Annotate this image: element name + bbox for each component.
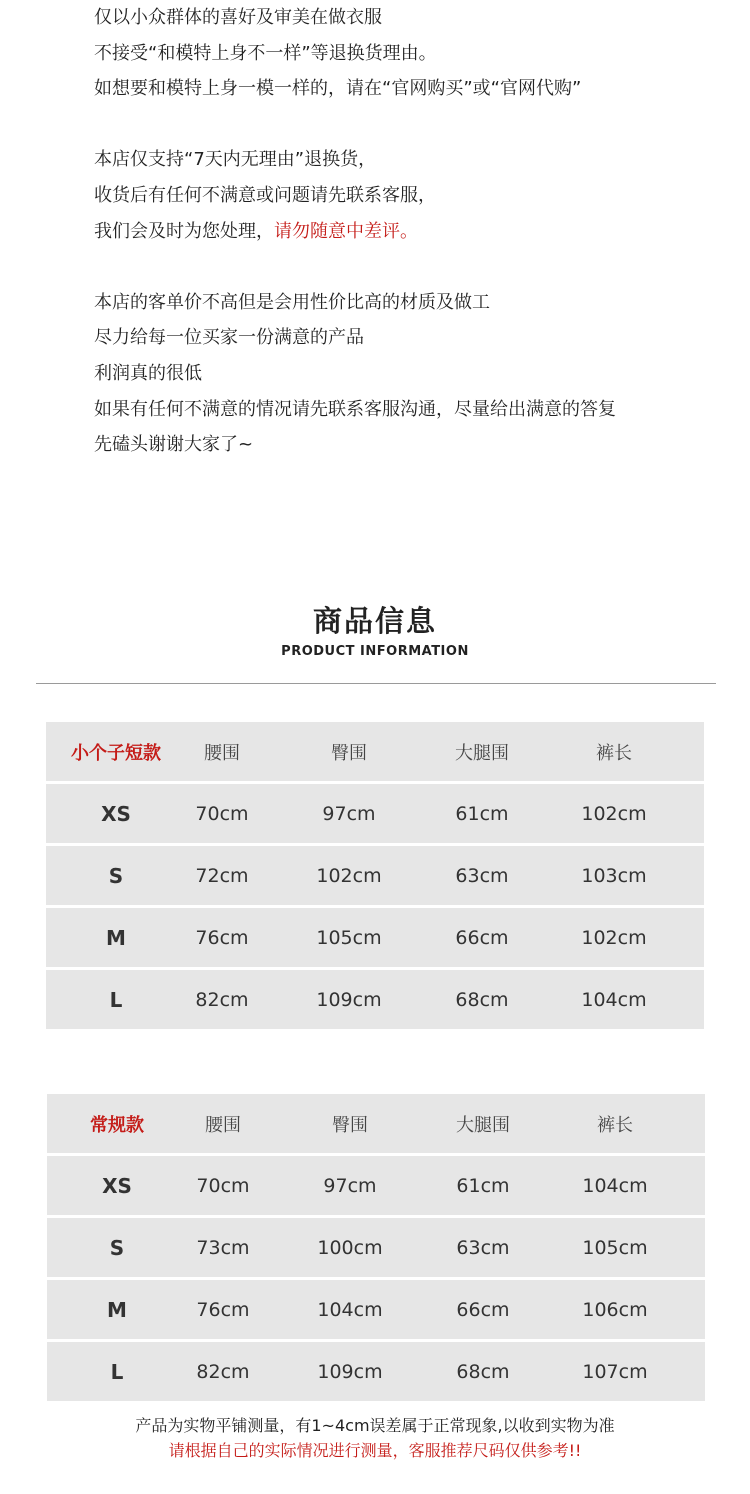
section-title-en: PRODUCT INFORMATION [281,644,469,659]
table-cell: 97cm [322,802,376,825]
table-cell: 70cm [195,802,249,825]
size-label: XS [101,801,131,826]
table-cell: 66cm [455,926,509,949]
table-cell: 61cm [455,802,509,825]
table-cell: 97cm [323,1174,377,1197]
section-divider [36,683,716,684]
note-line: 收货后有任何不满意或问题请先联系客服， [94,184,436,206]
table-header-cell: 腰围 [205,1114,241,1136]
footnote-line-2: 请根据自己的实际情况进行测量，客服推荐尺码仅供参考!! [168,1441,582,1460]
table-cell: 109cm [317,1360,383,1383]
note-line: 如果有任何不满意的情况请先联系客服沟通，尽量给出满意的答复 [94,398,616,420]
table-cell: 105cm [582,1236,648,1259]
table-cell: 104cm [317,1298,383,1321]
table-row [47,1218,705,1277]
table-cell: 107cm [582,1360,648,1383]
note-line: 本店的客单价不高但是会用性价比高的材质及做工 [94,291,490,313]
table-cell: 66cm [456,1298,510,1321]
note-warning: 请勿随意中差评。 [274,220,418,242]
note-line: 尽力给每一位买家一份满意的产品 [94,327,364,349]
note-line [94,107,714,143]
table-header-cell: 小个子短款 [71,742,161,764]
table-cell: 72cm [195,864,249,887]
table-cell: 104cm [581,988,647,1011]
table-cell: 100cm [317,1236,383,1259]
size-label: S [108,863,124,888]
table-header-row [46,722,704,781]
table-header-cell: 常规款 [90,1114,144,1136]
section-title-cn: 商品信息 [312,604,437,638]
table-cell: 63cm [456,1236,510,1259]
size-label: L [110,1359,124,1384]
size-label: L [109,987,123,1012]
size-label: M [107,1297,127,1322]
section-heading [0,602,750,659]
table-header-cell: 裤长 [597,1114,633,1136]
table-header-row [47,1094,705,1153]
table-cell: 102cm [581,926,647,949]
size-table-petite [46,722,704,1032]
table-cell: 109cm [316,988,382,1011]
note-line: 仅以小众群体的喜好及审美在做衣服 [94,7,382,28]
table-header-cell: 臀围 [332,1114,368,1136]
table-row [46,970,704,1029]
size-label: M [106,925,126,950]
table-header-cell: 大腿围 [455,742,509,764]
table-row [47,1280,705,1339]
note-line: 本店仅支持“7天内无理由”退换货， [94,149,377,171]
table-cell: 68cm [456,1360,510,1383]
table-cell: 105cm [316,926,382,949]
note-line: 利润真的很低 [94,362,202,384]
note-line: 不接受“和模特上身不一样”等退换货理由。 [94,42,437,64]
table-cell: 68cm [455,988,509,1011]
table-cell: 102cm [316,864,382,887]
footnote-line-1: 产品为实物平铺测量，有1~4cm误差属于正常现象,以收到实物为准 [135,1416,615,1435]
table-cell: 106cm [582,1298,648,1321]
note-line [94,214,714,250]
note-line: 如想要和模特上身一模一样的，请在“官网购买”或“官网代购” [94,78,582,100]
table-cell: 104cm [582,1174,648,1197]
table-cell: 82cm [196,1360,250,1383]
table-header-cell: 腰围 [204,742,240,764]
table-row [47,1156,705,1215]
table-header-cell: 大腿围 [456,1114,510,1136]
table-row [46,784,704,843]
table-row [46,846,704,905]
size-table-regular [47,1094,705,1404]
table-cell: 63cm [455,864,509,887]
table-cell: 82cm [195,988,249,1011]
table-row [47,1342,705,1401]
note-line: 先磕头谢谢大家了~ [94,434,254,456]
table-header-cell: 臀围 [331,742,367,764]
size-label: XS [102,1173,132,1198]
table-cell: 70cm [196,1174,250,1197]
size-label: S [109,1235,125,1260]
store-notes [94,0,714,463]
table-cell: 102cm [581,802,647,825]
table-cell: 103cm [581,864,647,887]
table-cell: 61cm [456,1174,510,1197]
table-cell: 73cm [196,1236,250,1259]
table-header-cell: 裤长 [596,742,632,764]
table-cell: 76cm [196,1298,250,1321]
note-text: 我们会及时为您处理， [94,220,274,242]
note-line [94,249,714,285]
measurement-footnote [0,1413,750,1463]
table-cell: 76cm [195,926,249,949]
table-row [46,908,704,967]
